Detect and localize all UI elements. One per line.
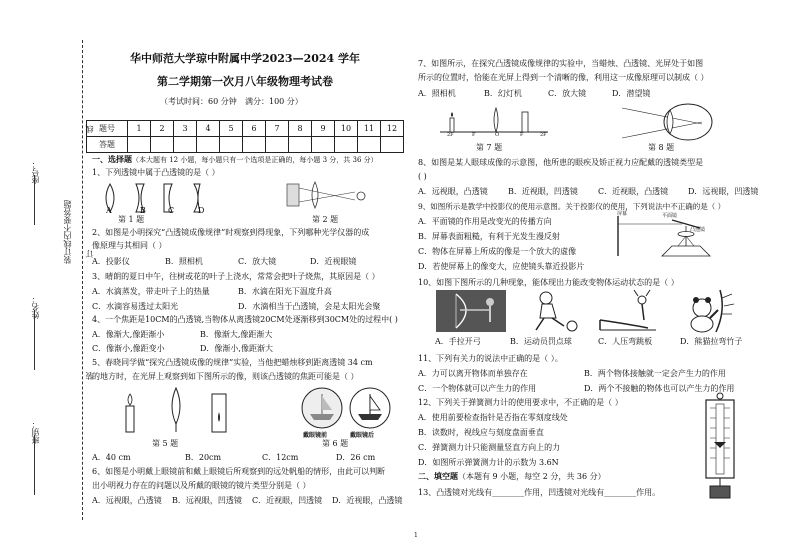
q12-option-c: C．弹簧测力计只能测量竖直方向上的力: [418, 443, 561, 452]
q2-line1: 2、如图是小明探究“凸透镜成像规律”时观察到得现象，下列哪种光学仪器的成: [92, 228, 370, 237]
q9-option-a: A．平面镜的作用是改变光的传播方向: [418, 217, 552, 226]
answer-cell[interactable]: [151, 137, 174, 153]
q11-option-a: A．力可以离开物体而单独存在: [418, 369, 528, 378]
q10-bow-figure: [436, 290, 506, 332]
q8-line2: ( ): [418, 172, 427, 181]
answer-cell[interactable]: [289, 137, 312, 153]
q7-axis-f-right: F: [520, 132, 524, 138]
q2-option-c: C．放大镜: [238, 257, 277, 266]
q10-football-figure: [522, 290, 582, 332]
question-number-cell: 8: [289, 121, 312, 137]
q5-option-c: C．12cm: [262, 453, 299, 462]
q12-option-d: D．如图所示弹簧测力计的示数为 3.6N: [418, 458, 559, 467]
q3-option-b: B．水滴在阳光下温度升高: [238, 287, 332, 296]
q12-line1: 12、下列关于弹簧测力计的使用要求中，不正确的是（ ）: [418, 398, 623, 407]
q1-caption: 第 1 题: [118, 215, 145, 224]
q13-line1: 13、凸透镜对光线有________作用，凹透镜对光线有________作用。: [418, 488, 661, 497]
answer-cell[interactable]: [358, 137, 381, 153]
q2-caption: 第 2 题: [312, 215, 339, 224]
q3-option-a: A．水滴蒸发，带走叶子上的热量: [92, 287, 210, 296]
answer-cell[interactable]: [335, 137, 358, 153]
score-table: [86, 120, 404, 153]
q8-eye-figure: [622, 102, 722, 142]
q9-label-mirror: 平面镜: [662, 213, 678, 219]
answer-cell[interactable]: [266, 137, 289, 153]
q6-before-label: 戴眼镜前: [303, 432, 328, 439]
q4-option-b: B．像渐大,像距渐大: [200, 330, 273, 339]
candle-flame: [128, 394, 132, 405]
q7-caption: 第 7 题: [476, 143, 503, 152]
q10-line1: 10、如图下图所示的几种现象，能体现出力能改变物体运动状态的是（ ）: [418, 278, 679, 287]
q2-option-b: B．照相机: [165, 257, 203, 266]
q10-springboard-figure: [598, 290, 658, 332]
q4-option-a: A．像渐大,像距渐小: [92, 330, 165, 339]
q9-projector-figure: [612, 212, 722, 260]
binding-margin: [22, 0, 94, 550]
question-number-cell: 3: [174, 121, 197, 137]
q11-option-c: C．一个物体就可以产生力的作用: [418, 384, 537, 393]
q7-option-c: C．放大镜: [548, 89, 587, 98]
q2-line2: 像原理与其相同（ ）: [92, 241, 167, 250]
q6-caption: 第 6 题: [322, 439, 349, 448]
q9-label-screen: 屏幕: [617, 211, 628, 217]
question-number-cell: 9: [312, 121, 335, 137]
binding-mark-zhuang: 装: [85, 372, 94, 380]
question-number-cell: 11: [358, 121, 381, 137]
class-line: [34, 435, 35, 495]
exam-time: （考试时间：60 分钟: [160, 97, 237, 106]
candle: [126, 406, 134, 432]
q11-option-d: D．两个不接触的物体也可以产生力的作用: [584, 384, 735, 393]
answer-cell[interactable]: [381, 137, 404, 153]
section1-heading: [92, 153, 378, 167]
q5-option-b: B．20cm: [185, 453, 222, 462]
answer-row-label: 答题: [87, 137, 128, 153]
answer-cell[interactable]: [197, 137, 220, 153]
q7-line2: 所示的位置时，恰能在光屏上得到一个清晰的像，利用这一成像原理可以制成（ ）: [418, 73, 709, 82]
q7-option-d: D．潜望镜: [612, 89, 651, 98]
q6-option-c: C．近视眼，凹透镜: [252, 496, 323, 505]
binding-line: [82, 40, 83, 520]
q4-option-c: C．像渐小,像距变小: [92, 344, 165, 353]
q6-line2: 出小明视力存在的问题以及所戴的眼镜的镜片类型分别是（ ）: [92, 481, 311, 490]
question-number-cell: 12: [381, 121, 404, 137]
q5-caption: 第 5 题: [152, 439, 179, 448]
q2-option-d: D．近视眼镜: [310, 257, 357, 266]
q1-label-b: B: [140, 206, 146, 215]
section1-desc: （本大题有 12 小题，每小题只有一个选项是正确的，每小题 3 分，共 36 分）: [132, 156, 378, 164]
q7-line1: 7、如图所示，在探究凸透镜成像规律的实验中，当蜡烛、凸透镜、光屏处于如图: [418, 59, 704, 68]
q5-line2: 的地方时，在光屏上观察到如下图所示的像，则该凸透镜的焦距可能是（ ）: [92, 372, 359, 381]
lens: [494, 108, 498, 132]
q6-option-b: B．远视眼，凹透镜: [172, 496, 242, 505]
q9-line1: 9、如图所示是教学中投影仪的使用示意图。关于投影仪的使用，下列说法中不正确的是（ ）: [418, 202, 726, 211]
q2-lens-figure: [285, 180, 375, 212]
q3-option-c: C．水滴容易透过太阳光: [92, 302, 179, 311]
q7-axis-o: O: [495, 132, 500, 138]
q9-option-b: B．屏幕表面粗糙，有利于光发生漫反射: [418, 232, 560, 241]
section2-heading: [418, 470, 606, 483]
question-number-cell: 10: [335, 121, 358, 137]
q9-option-d: D．若使屏幕上的像变大，应使镜头靠近投影片: [418, 262, 585, 271]
candle: [450, 118, 454, 132]
q5-figure: [120, 386, 230, 434]
score-table-header-label: 题号: [87, 121, 128, 137]
q11-option-b: B．两个物体接触就一定会产生力的作用: [584, 369, 726, 378]
q7-option-a: A．照相机: [418, 89, 456, 98]
q10-option-b: B．运动员罚点球: [510, 337, 572, 346]
question-number-cell: 4: [197, 121, 220, 137]
section2-title: 二、填空题: [418, 471, 458, 481]
exam-school-title: 华中师范大学琼中附属中学2023—2024 学年: [129, 52, 361, 65]
q11-line1: 11、下列有关力的说法中正确的是（ ）。: [418, 354, 563, 363]
answer-cell[interactable]: [243, 137, 266, 153]
q7-option-b: B．幻灯机: [484, 89, 522, 98]
page-number: 1: [414, 532, 418, 539]
seat-label: 座号：: [31, 160, 40, 184]
question-number-cell: 5: [220, 121, 243, 137]
class-label: 班别：: [31, 420, 40, 444]
binding-mark-ding: 订: [85, 250, 94, 258]
answer-cell[interactable]: [174, 137, 197, 153]
question-number-cell: 6: [243, 121, 266, 137]
section2-desc: （本题有 9 小题，每空 2 分，共 36 分）: [458, 472, 606, 481]
q4-line1: 4、一个焦距是10CM的凸透镜,当物体从离透镜20CM处逐渐移到30CM处的过程中( ): [92, 315, 398, 324]
score-table-header-row: [87, 121, 404, 137]
q1-label-a: A: [106, 206, 112, 215]
q10-option-d: D．熊猫拉弯竹子: [680, 337, 743, 346]
q7-axis-2f-right: 2F: [540, 132, 547, 138]
name-line: [34, 310, 35, 370]
screen: [522, 112, 528, 132]
section1-title: 一、选择题: [92, 154, 132, 164]
binding-mark-line: 线: [85, 125, 94, 133]
q5-line1: 5、春晓同学做“探究凸透镜成像的规律”实验，当他把蜡烛移到距离透镜 34 cm: [92, 358, 373, 367]
score-table-answer-row: [87, 137, 404, 153]
name-label: 姓名：: [31, 295, 40, 319]
q5-option-a: A．40 cm: [92, 453, 131, 462]
exam-score: 满分：100 分）: [245, 97, 303, 106]
question-number-cell: 2: [151, 121, 174, 137]
q9-option-c: C．物体在屏幕上所成的像是一个放大的虚像: [418, 247, 577, 256]
q12-option-a: A．使用前要检查指针是否指在零刻度线处: [418, 413, 568, 422]
eye-lens: [667, 110, 673, 134]
q9-label-lens: 凸透镜: [690, 227, 706, 233]
question-number-cell: 7: [266, 121, 289, 137]
q6-after-label: 戴眼镜后: [350, 432, 375, 439]
q10-panda-figure: [686, 290, 736, 332]
answer-cell[interactable]: [220, 137, 243, 153]
q12-spring-scale-figure: [700, 392, 742, 500]
answer-cell[interactable]: [312, 137, 335, 153]
q8-option-a: A．远视眼，凸透镜: [418, 187, 488, 196]
binding-note: 装订线内不要答题: [63, 200, 72, 264]
q8-option-d: D．远视眼，凹透镜: [688, 187, 759, 196]
q8-option-c: C．近视眼，凸透镜: [598, 187, 669, 196]
q1-text: 1、下列透镜中属于凸透镜的是（ ）: [92, 168, 220, 177]
q1-label-c: C: [168, 206, 175, 215]
q6-option-d: D．近视眼，凸透镜: [332, 496, 403, 505]
q2-option-a: A．投影仪: [92, 257, 130, 266]
exam-title: 第二学期第一次月八年级物理考试卷: [157, 75, 333, 88]
q7-axis-2f-left: 2F: [447, 132, 454, 138]
q7-axis-f-left: F: [472, 132, 476, 138]
q3-option-d: D．水滴相当于凸透镜，会是太阳光会聚: [238, 302, 381, 311]
q1-label-d: D: [198, 206, 205, 215]
q6-option-a: A．远视眼，凸透镜: [92, 496, 162, 505]
q8-option-b: B．近视眼，凹透镜: [508, 187, 578, 196]
question-number-cell: 1: [128, 121, 151, 137]
q5-option-d: D．26 cm: [336, 453, 376, 462]
q3-line1: 3、晴朗的夏日中午，往树或花的叶子上浇水，常常会把叶子烧焦，其原因是（ ）: [92, 272, 380, 281]
q12-option-b: B．读数时，视线应与刻度盘面垂直: [418, 428, 544, 437]
answer-cell[interactable]: [128, 137, 151, 153]
q10-option-a: A．手拉开弓: [435, 337, 481, 346]
q6-line1: 6、如图是小明戴上眼镜前和戴上眼镜后所观察到的远处帆船的情形，由此可以判断: [92, 467, 386, 476]
q8-line1: 8、如图是某人眼球成像的示意图，他所患的眼疾及矫正视力应配戴的透镜类型是: [418, 158, 704, 167]
q10-option-c: C．人压弯跳板: [598, 337, 653, 346]
q4-option-d: D．像渐小,像距渐大: [200, 344, 273, 353]
lens: [172, 388, 180, 424]
seat-line: [34, 175, 35, 225]
q8-caption: 第 8 题: [648, 143, 675, 152]
